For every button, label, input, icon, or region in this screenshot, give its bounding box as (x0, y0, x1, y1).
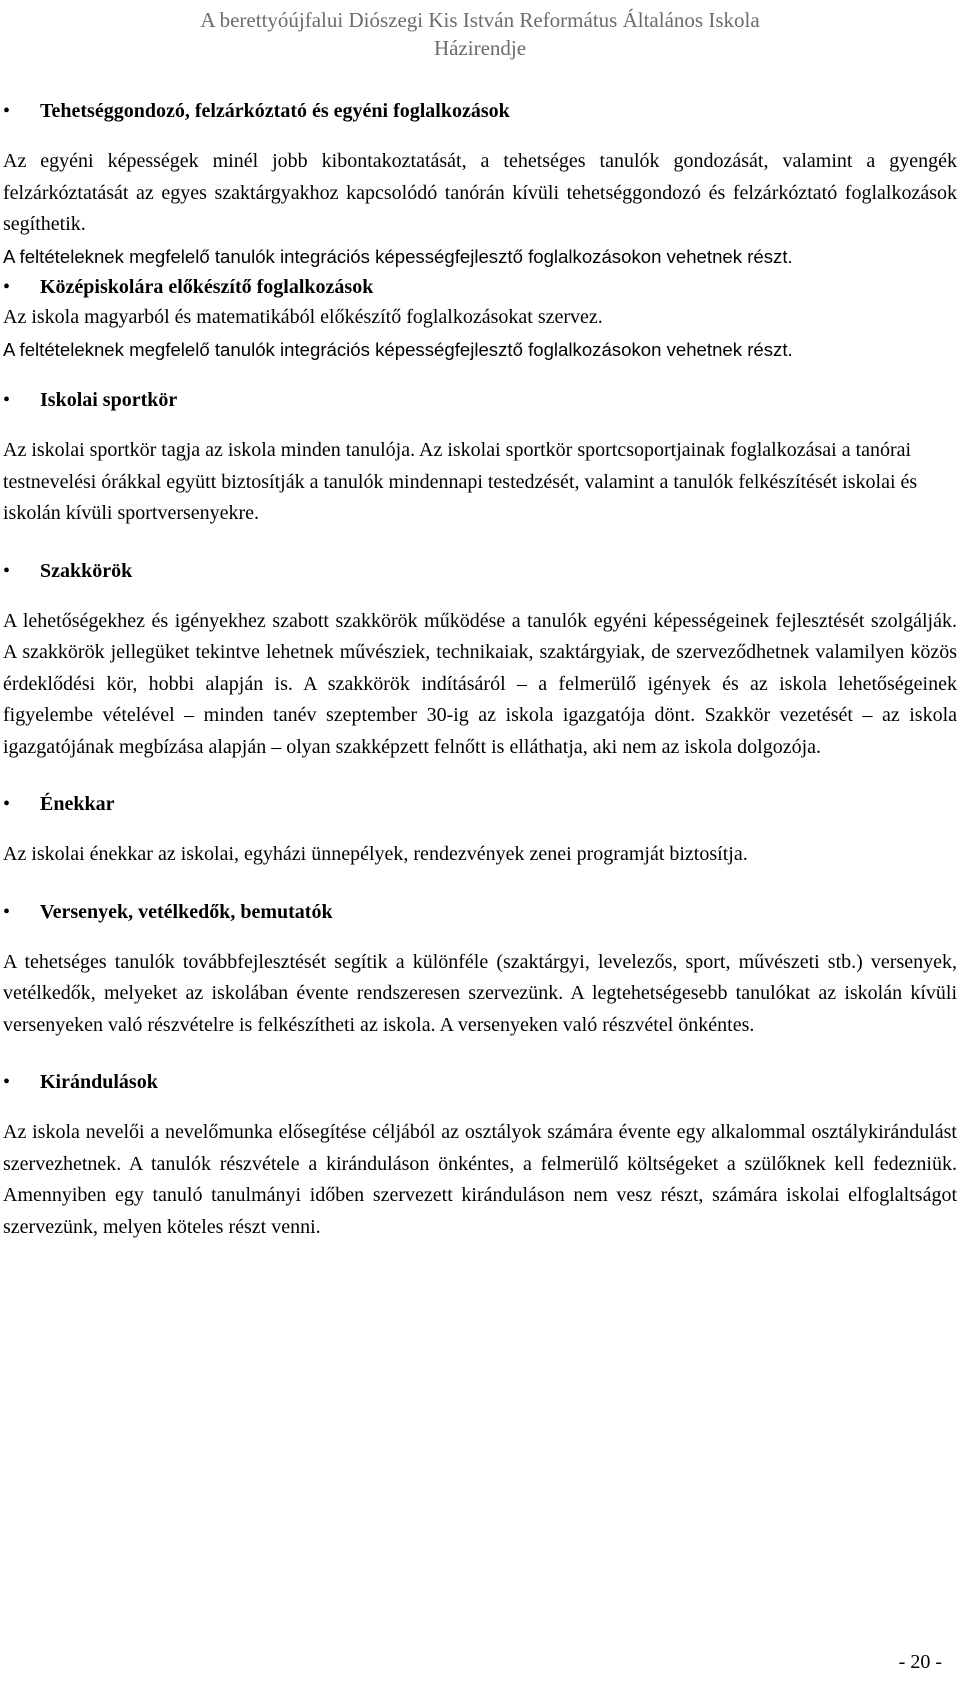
section-heading-text: Tehetséggondozó, felzárkóztató és egyéni foglalkozások (40, 100, 510, 122)
section-heading-kirandulasok (0, 1067, 960, 1097)
paragraph: Az iskola nevelői a nevelőmunka elősegítése céljából az osztályok számára évente egy alkalommal osztálykirándulást szervezhetnek. A tanulók részvétele a kiránduláson önkéntes, a felmerülő költségeket a szülőknek kell fedezniük. Amennyiben egy tanuló tanulmányi időben szervezett kiránduláson nem vesz részt, számára iskolai elfoglaltságot szervezünk, melyen köteles részt venni. (3, 1121, 957, 1238)
section-heading-kozepiskola (0, 272, 960, 302)
paragraph: Az egyéni képességek minél jobb kibontakoztatását, a tehetséges tanulók gondozását, valamint a gyengék felzárkóztatását az egyes szaktárgyakhoz kapcsolódó tanórán kívüli tehetséggondozó és felzárkóztató foglalkozások segíthetik. (3, 150, 957, 235)
section-heading-enekkar (0, 789, 960, 819)
section-heading-sportkor (0, 385, 960, 415)
paragraph: Az iskola magyarból és matematikából előkészítő foglalkozásokat szervez. (3, 306, 603, 328)
bullet-icon: • (3, 100, 11, 122)
bullet-icon: • (3, 389, 11, 411)
page-header (0, 6, 960, 62)
bullet-icon: • (3, 276, 11, 298)
document-body (0, 96, 960, 1243)
bullet-icon: • (3, 900, 11, 923)
section-heading-szakkorok (0, 556, 960, 586)
paragraph: A feltételeknek megfelelő tanulók integrációs képességfejlesztő foglalkozásokon vehetnek részt. (3, 338, 793, 360)
section-heading-text: Énekkar (40, 793, 115, 815)
paragraph: A feltételeknek megfelelő tanulók integrációs képességfejlesztő foglalkozásokon vehetnek részt. (3, 245, 793, 267)
bullet-icon: • (3, 559, 11, 582)
section-heading-text: Kirándulások (40, 1071, 158, 1093)
bullet-icon: • (3, 1071, 11, 1093)
bullet-icon: • (3, 793, 11, 815)
section-heading-text: Versenyek, vetélkedők, bemutatók (40, 900, 333, 923)
section-heading-text: Szakkörök (40, 559, 133, 582)
header-school-name: A berettyóújfalui Diószegi Kis István Református Általános Iskola (200, 8, 760, 32)
paragraph: A tehetséges tanulók továbbfejlesztését segítik a különféle (szaktárgyi, levelezős, sport, művészeti stb.) versenyek, vetélkedők, melyeket az iskolában évente rendszeresen szervezünk. A legtehetségesebb tanulókat az iskolán kívüli versenyeken való részvételre is felkészítheti az iskola. A versenyeken való részvétel önkéntes. (3, 950, 957, 1036)
section-heading-text: Középiskolára előkészítő foglalkozások (40, 276, 374, 298)
page-number: - 20 - (898, 1651, 942, 1673)
header-document-title: Házirendje (433, 36, 527, 60)
section-heading-text: Iskolai sportkör (40, 389, 178, 411)
paragraph: Az iskolai énekkar az iskolai, egyházi ünnepélyek, rendezvények zenei programját biztosítja. (3, 843, 748, 865)
section-heading-tehetseggondozo (0, 96, 960, 126)
paragraph: Az iskolai sportkör tagja az iskola minden tanulója. Az iskolai sportkör sportcsoportjainak foglalkozásai a tanórai testnevelési órákkal együtt biztosítják a tanulók mindennapi testedzését, valamint a tanulók felkészítését iskolai és iskolán kívüli sportversenyekre. (3, 439, 918, 524)
section-heading-versenyek (0, 897, 960, 927)
paragraph: A lehetőségekhez és igényekhez szabott szakkörök működése a tanulók egyéni képességeinek fejlesztését szolgálják. A szakkörök jellegüket tekintve lehetnek művésziek, technikaiak, szaktárgyiak, de szerveződhetnek valamilyen közös érdeklődési kör, hobbi alapján is. A szakkörök indításáról – a felmerülő igények és az iskola lehetőségeinek figyelembe vételével – minden tanév szeptember 30-ig az iskola igazgatója dönt. Szakkör vezetését – az iskola igazgatójának megbízása alapján – olyan szakképzett felnőtt is elláthatja, aki nem az iskola dolgozója. (3, 609, 957, 758)
